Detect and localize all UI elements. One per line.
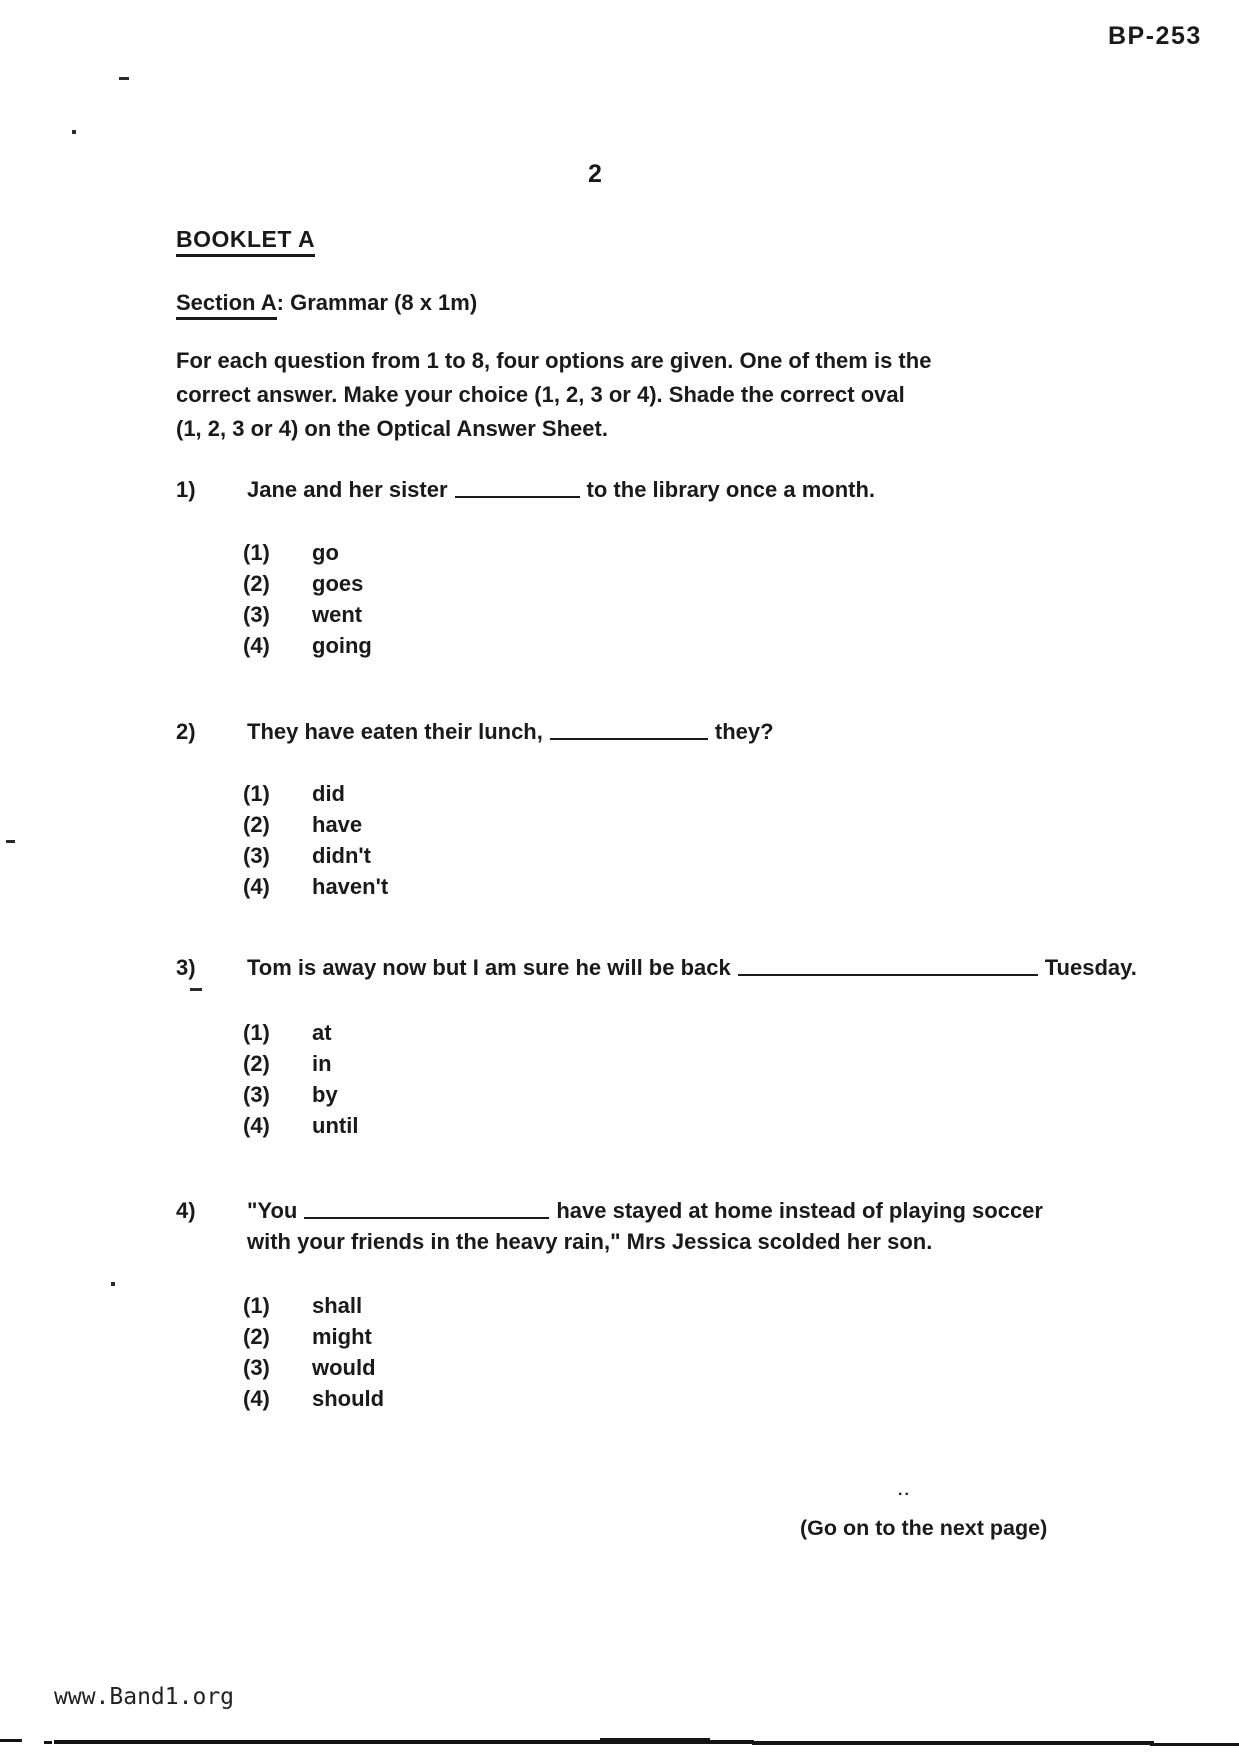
question-3 (176, 952, 1137, 1141)
scan-artifact (119, 77, 129, 80)
scan-artifact (190, 988, 202, 991)
option-row (176, 1110, 1137, 1141)
option-row (176, 630, 875, 661)
instructions-line: For each question from 1 to 8, four options are given. One of them is the (176, 348, 932, 373)
option-text: shall (312, 1293, 363, 1318)
option-text: should (312, 1386, 385, 1411)
option-row (176, 1079, 1137, 1110)
scan-artifact (6, 840, 15, 843)
option-row (176, 809, 774, 840)
instructions-line: (1, 2, 3 or 4) on the Optical Answer Sheet. (176, 416, 608, 441)
bottom-rule-segment (752, 1741, 1154, 1745)
option-text: would (312, 1355, 376, 1380)
option-text: by (312, 1082, 338, 1107)
stem-post: to the library once a month. (586, 477, 876, 502)
option-text: haven't (312, 874, 389, 899)
stem-pre: Jane and her sister (247, 477, 448, 502)
option-text: have (312, 812, 363, 837)
option-text: going (312, 633, 372, 658)
option-text: in (312, 1051, 332, 1076)
option-number: (1) (243, 1020, 270, 1045)
stem-pre: They have eaten their lunch, (247, 719, 543, 744)
bottom-rule-segment (600, 1738, 710, 1744)
answer-blank (738, 954, 1038, 976)
option-number: (2) (243, 1051, 270, 1076)
scan-artifact (72, 130, 76, 134)
option-number: (2) (243, 571, 270, 596)
stem-post: have stayed at home instead of playing soccer (556, 1198, 1043, 1223)
stem-pre: "You (247, 1198, 298, 1223)
answer-blank (304, 1197, 549, 1219)
scan-artifact-dots: .. (898, 1482, 911, 1499)
stem-post: they? (714, 719, 774, 744)
option-row (176, 1048, 1137, 1079)
option-number: (3) (243, 602, 270, 627)
question-1 (176, 474, 875, 661)
question-number: 3) (176, 955, 196, 980)
option-text: at (312, 1020, 332, 1045)
question-stem (176, 716, 774, 747)
option-row (176, 1017, 1137, 1048)
option-row (176, 568, 875, 599)
option-number: (2) (243, 812, 270, 837)
option-text: might (312, 1324, 372, 1349)
option-number: (1) (243, 781, 270, 806)
option-row (176, 1321, 1043, 1352)
next-page-note: (Go on to the next page) (800, 1516, 1048, 1540)
option-number: (1) (243, 540, 270, 565)
option-row (176, 1290, 1043, 1321)
stem-post: Tuesday. (1044, 955, 1137, 980)
option-number: (2) (243, 1324, 270, 1349)
option-number: (3) (243, 843, 270, 868)
options-list (176, 778, 774, 902)
bottom-rule-segment (0, 1739, 22, 1742)
option-number: (3) (243, 1355, 270, 1380)
options-list (176, 1290, 1043, 1414)
option-text: did (312, 781, 345, 806)
doc-code: BP-253 (1108, 22, 1202, 50)
section-rest: : Grammar (8 x 1m) (276, 290, 478, 315)
option-number: (4) (243, 874, 270, 899)
option-number: (3) (243, 1082, 270, 1107)
question-number: 2) (176, 719, 196, 744)
question-number: 4) (176, 1198, 196, 1223)
option-text: go (312, 540, 339, 565)
scan-artifact (111, 1282, 115, 1286)
option-text: went (312, 602, 363, 627)
option-number: (4) (243, 1386, 270, 1411)
option-row (176, 871, 774, 902)
question-stem-line2: with your friends in the heavy rain," Mrs Jessica scolded her son. (247, 1229, 933, 1254)
option-row (176, 778, 774, 809)
stem-pre: Tom is away now but I am sure he will be back (247, 955, 731, 980)
option-text: until (312, 1113, 359, 1138)
option-number: (4) (243, 1113, 270, 1138)
instructions (176, 344, 931, 446)
question-stem (176, 1195, 1043, 1226)
question-4 (176, 1195, 1043, 1414)
bottom-rule-segment (44, 1741, 52, 1744)
option-number: (4) (243, 633, 270, 658)
option-text: didn't (312, 843, 371, 868)
option-row (176, 1352, 1043, 1383)
option-text: goes (312, 571, 364, 596)
question-stem (176, 952, 1137, 983)
question-stem (176, 474, 875, 505)
question-2 (176, 716, 774, 902)
options-list (176, 1017, 1137, 1141)
answer-blank (550, 718, 708, 740)
option-number: (1) (243, 1293, 270, 1318)
section-heading (176, 290, 477, 316)
option-row (176, 599, 875, 630)
booklet-title (176, 226, 315, 253)
option-row (176, 537, 875, 568)
question-number: 1) (176, 477, 196, 502)
answer-blank (455, 476, 580, 498)
section-label: Section A (176, 290, 277, 320)
booklet-title-text: BOOKLET A (176, 226, 315, 257)
option-row (176, 1383, 1043, 1414)
instructions-line: correct answer. Make your choice (1, 2, 3 or 4). Shade the correct oval (176, 382, 905, 407)
page-number: 2 (588, 160, 602, 188)
options-list (176, 537, 875, 661)
bottom-rule-segment (1150, 1743, 1239, 1746)
option-row (176, 840, 774, 871)
watermark-url: www.Band1.org (54, 1684, 235, 1710)
